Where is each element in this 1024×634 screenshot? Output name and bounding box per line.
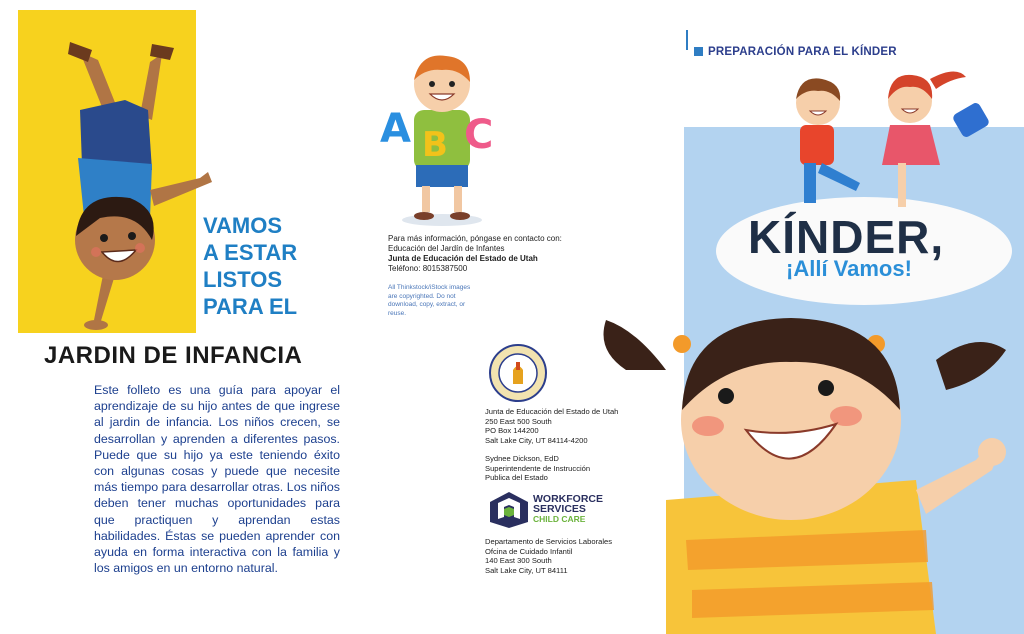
- headline-line: A ESTAR: [203, 240, 298, 265]
- header-accent-bar: [686, 30, 688, 50]
- boy-shoe-left: [414, 212, 434, 220]
- header-bullet-icon: [694, 47, 703, 56]
- girl-ponytail: [930, 71, 966, 89]
- letter-c: C: [464, 112, 494, 158]
- boy-leg-right: [454, 186, 462, 212]
- headline: [203, 212, 363, 320]
- board-line: Salt Lake City, UT 84114-4200: [485, 435, 588, 445]
- girl-pigtail-right: [936, 342, 1006, 390]
- copyright-line: are copyrighted. Do not: [388, 292, 456, 300]
- cover-title: KÍNDER,: [748, 211, 945, 263]
- hair-tie-left: [673, 335, 691, 353]
- child-shoe-right: [150, 44, 174, 60]
- boy-leg: [804, 163, 816, 203]
- board-line: 250 East 500 South: [485, 416, 552, 426]
- superintendent-line: Sydnee Dickson, EdD: [485, 454, 559, 463]
- shadow: [402, 214, 482, 226]
- contact-phone: Teléfono: 8015387500: [388, 264, 468, 273]
- child-cheek-left: [91, 247, 101, 257]
- copyright-line: All Thinkstock/iStock images: [388, 284, 471, 291]
- board-line: PO Box 144200: [485, 426, 539, 436]
- girl-pigtail-left: [604, 320, 667, 370]
- boy-leg-back: [818, 163, 860, 191]
- copyright-notice: [388, 284, 498, 318]
- contact-line: Junta de Educación del Estado de Utah: [388, 254, 538, 263]
- cover-header: PREPARACIÓN PARA EL KÍNDER: [708, 46, 897, 58]
- girl-cheek-right: [830, 406, 862, 426]
- wordmark-line: SERVICES: [533, 503, 586, 515]
- boy-eye-right: [449, 81, 455, 87]
- contact-line: Educación del Jardín de Infantes: [388, 244, 505, 253]
- state-board-seal-icon: [489, 344, 547, 402]
- wordmark-line: WORKFORCE: [533, 493, 603, 505]
- child-arm: [150, 172, 212, 206]
- boy-leg-left: [422, 186, 430, 212]
- letter-a: A: [380, 106, 411, 152]
- copyright-line: reuse.: [388, 309, 407, 317]
- girl-eye-left: [718, 388, 734, 404]
- contact-info: [388, 234, 588, 274]
- headline-line: LISTOS: [203, 267, 283, 292]
- letter-b: B: [422, 125, 448, 165]
- headline-line: PARA EL: [203, 294, 298, 319]
- superintendent-line: Publica del Estado: [485, 473, 548, 483]
- contact-line: Para más información, póngase en contacto con:: [388, 234, 562, 243]
- boy-shorts: [416, 165, 468, 187]
- girl-leg: [898, 163, 906, 207]
- wordmark-line: CHILD CARE: [533, 514, 586, 524]
- superintendent-line: Superintendente de Instrucción: [485, 463, 591, 473]
- workforce-services-logo-icon: [488, 491, 530, 529]
- boy-eye-left: [429, 81, 435, 87]
- abc-boy-illustration: [370, 50, 510, 230]
- child-eye-left: [100, 234, 108, 242]
- child-eye-right: [128, 232, 136, 240]
- girl-bag: [952, 101, 991, 139]
- headline-line: VAMOS: [203, 213, 283, 238]
- girl-hand: [978, 438, 1006, 466]
- dws-line: Departamento de Servicios Laborales: [485, 537, 613, 546]
- girl-cheek-left: [692, 416, 724, 436]
- body-paragraph: Este folleto es una guía para apoyar el aprendizaje de su hijo antes de que ingrese al jardin de infancia. Los niños crecen, se desarrollan y aprenden a diferentes pasos. Puede que su hijo ya este teniendo éxito con algunas cosas y puede que necesite más tiempo para desarrollar otras. Los niños deben tener muchas oportunidades para que practiquen y aprendan estas habilidades. Éstas se pueden aprender con ayuda en forma interactiva con la familia y los amigos en un entorno natural.: [94, 383, 340, 576]
- dws-line: Ofcina de Cuidado Infantil: [485, 546, 573, 556]
- smiling-girl-illustration: [596, 300, 1024, 634]
- board-line: Junta de Educación del Estado de Utah: [485, 407, 619, 416]
- child-shoe-left: [68, 42, 92, 62]
- boy-shirt: [800, 125, 834, 165]
- section-title: JARDIN DE INFANCIA: [44, 342, 303, 369]
- copyright-line: download, copy, extract, or: [388, 301, 466, 308]
- child-cheek-right: [135, 243, 145, 253]
- boy-shoe-right: [450, 212, 470, 220]
- girl-eye-right: [818, 380, 834, 396]
- dws-line: 140 East 300 South: [485, 556, 552, 566]
- cover-subtitle: ¡Allí Vamos!: [786, 256, 912, 281]
- running-kids-illustration: [760, 55, 1000, 215]
- girl-dress: [882, 125, 940, 165]
- child-hand: [84, 320, 108, 330]
- dws-line: Salt Lake City, UT 84111: [485, 565, 568, 575]
